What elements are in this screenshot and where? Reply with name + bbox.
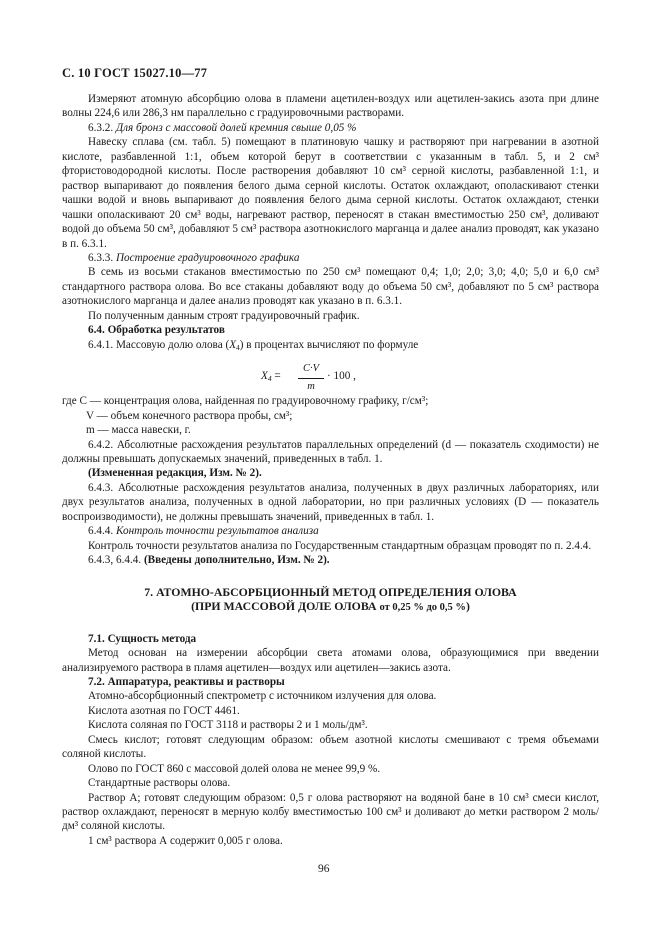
formula-subscript: 4 xyxy=(267,374,272,384)
paragraph: 1 см³ раствора А содержит 0,005 г олова. xyxy=(88,834,283,847)
text: 6.4.1. Массовую долю олова ( xyxy=(88,338,230,351)
section-title-line: 7. АТОМНО-АБСОРБЦИОННЫЙ МЕТОД ОПРЕДЕЛЕНИЯ ОЛОВА xyxy=(144,584,517,599)
paragraph: Смесь кислот; готовят следующим образом: объем азотной кислоты смешивают с тремя объемами соляной кислоты. xyxy=(62,733,599,761)
paragraph: Олово по ГОСТ 860 с массовой долей олова не менее 99,9 %. xyxy=(88,762,381,775)
section-7-title xyxy=(62,585,599,616)
paragraph-6-4-1 xyxy=(62,338,599,352)
paragraph: По полученным данным строят градуировочный график. xyxy=(88,309,360,322)
amendment-note: (Измененная редакция, Изм. № 2). xyxy=(88,467,262,480)
variable: X xyxy=(229,338,237,351)
paragraph: Измеряют атомную абсорбцию олова в пламени ацетилен-воздух или ацетилен-закись азота при длине волны 224,6 или 286,3 нм параллельно с градуировочными растворами. xyxy=(62,93,599,120)
section-heading-6-4: 6.4. Обработка результатов xyxy=(88,324,225,337)
amendment-text: (Введены дополнительно, Изм. № 2). xyxy=(143,554,330,567)
definition-item: m — масса навески, г. xyxy=(86,424,191,437)
definition-item: где C — концентрация олова, найденная по градуировочному графику, г/см³; xyxy=(62,395,429,408)
clause-title: Контроль точности результатов анализа xyxy=(115,525,319,538)
text: 6.4.3, 6.4.4. xyxy=(88,554,144,567)
paragraph-6-4-2: 6.4.2. Абсолютные расхождения результатов параллельных определений (d — показатель сходимости) не должны превышать допускаемых значений, приведенных в табл. 1. xyxy=(62,438,599,465)
paragraph: Кислота соляная по ГОСТ 3118 и растворы 2 и 1 моль/дм³. xyxy=(88,719,368,732)
paragraph: Метод основан на измерении абсорбции света атомами олова, образующимися при введении анализируемого раствора в пламя ацетилен—воздух или ацетилен—закись азота. xyxy=(62,647,599,674)
page-content xyxy=(62,92,599,848)
paragraph: Кислота азотная по ГОСТ 4461. xyxy=(88,704,240,717)
paragraph: В семь из восьми стаканов вместимостью по 250 см³ помещают 0,4; 1,0; 2,0; 3,0; 4,0; 5,0 и 6,0 см³ стандартного раствора олова. Во все стаканы добавляют воду до объема 50 см³, добавляют по 5 см³ раствора азотнокислого марганца и далее анализ проводят как указано в п. 6.3.1. xyxy=(62,266,599,308)
formula-fraction xyxy=(298,362,324,394)
paragraph: Раствор А; готовят следующим образом: 0,5 г олова растворяют на водяной бане в 10 см³ смеси кислот, раствор охлаждают, переносят в мерную колбу вместимостью 100 см³ и доливают до метки раствором 2 моль/дм³ соляной кислоты. xyxy=(62,791,599,833)
page-number: 96 xyxy=(318,863,330,875)
formula-lhs xyxy=(261,369,281,383)
clause-title: Для бронз с массовой долей кремния свыше 0,05 % xyxy=(115,121,357,134)
definition-list xyxy=(62,394,599,437)
formula-numerator: C·V xyxy=(298,362,324,378)
title-part: ) xyxy=(465,599,470,614)
text: ) в процентах вычисляют по формуле xyxy=(239,338,419,351)
section-heading-7-2: 7.2. Аппаратура, реактивы и растворы xyxy=(88,675,285,688)
subscript: 4 xyxy=(236,342,240,352)
section-heading-7-1: 7.1. Сущность метода xyxy=(88,632,197,645)
paragraph: Контроль точности результатов анализа по Государственным стандартным образцам проводят по п. 2.4.4. xyxy=(88,539,592,552)
paragraph: Атомно-абсорбционный спектрометр с источником излучения для олова. xyxy=(88,690,437,703)
clause-number: 6.3.3. xyxy=(88,251,114,264)
formula-multiplier: · 100 , xyxy=(327,370,356,383)
subsection-6-3-2 xyxy=(62,121,599,135)
paragraph: Стандартные растворы олова. xyxy=(88,777,231,790)
subsection-6-3-3 xyxy=(62,251,599,265)
formula xyxy=(62,362,599,392)
page-header: С. 10 ГОСТ 15027.10—77 xyxy=(62,66,208,80)
clause-number: 6.4.4. xyxy=(88,525,114,538)
title-part: (ПРИ МАССОВОЙ ДОЛЕ ОЛОВА xyxy=(191,599,380,614)
paragraph: Навеску сплава (см. табл. 5) помещают в платиновую чашку и растворяют при нагревании в азотной кислоте, разбавленной 1:1, объем которой берут в соответствии с указанным в табл. 5, и 2 см³ фтористоводородной кислоты. После растворения добавляют 10 см³ серной кислоты, разбавленной 1:1, и раствор выпаривают до появления белого дыма серной кислоты. Остаток охлаждают, ополаскивают стенки чашки водой и вновь выпаривают до появления белого дыма серной кислоты. Остаток охлаждают, стенки чашки ополаскивают 20 см³ воды, нагревают раствор, переносят в стакан вместимостью 250 см³, доливают водой до объема 50 см³, добавляют 5 см³ раствора азотнокислого марганца и далее анализ проводят, как указано в п. 6.3.1. xyxy=(62,136,599,250)
formula-denominator: m xyxy=(307,380,315,392)
definition-item: V — объем конечного раствора пробы, см³; xyxy=(86,409,293,422)
clause-number: 6.3.2. xyxy=(88,121,114,134)
subsection-6-4-4 xyxy=(62,524,599,538)
clause-title: Построение градуировочного графика xyxy=(115,251,300,264)
amendment-note xyxy=(62,553,599,567)
section-title-line xyxy=(62,599,599,616)
paragraph-6-4-3: 6.4.3. Абсолютные расхождения результатов анализа, полученных в двух различных лабораториях, или двух результатов анализа, полученных в одной лаборатории, но при различных условиях (D — показатель воспроизводимости), не должны превышать значений, приведенных в табл. 1. xyxy=(62,481,599,523)
formula-equals: = xyxy=(271,370,281,383)
formula-variable: X xyxy=(261,370,268,383)
title-part: от 0,25 % до 0,5 % xyxy=(379,602,466,614)
